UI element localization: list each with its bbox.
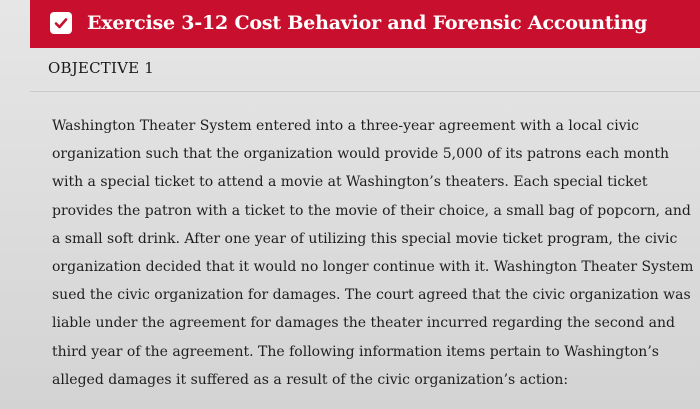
paragraph-line: third year of the agreement. The following information items pertain to Washington’s (52, 343, 659, 360)
checkbox-checked-icon[interactable] (50, 12, 72, 34)
exercise-paragraph (52, 112, 694, 394)
paragraph-line: Washington Theater System entered into a three-year agreement with a local civic (52, 118, 639, 134)
paragraph-line: organization decided that it would no longer continue with it. Washington Theater System (52, 258, 694, 275)
section-divider (30, 91, 700, 92)
exercise-title: Exercise 3-12 Cost Behavior and Forensic Accounting (87, 12, 648, 34)
paragraph-line: sued the civic organization for damages. The court agreed that the civic organization was (52, 287, 691, 304)
paragraph-line: a small soft drink. After one year of utilizing this special movie ticket program, the civic (52, 230, 678, 247)
paragraph-line: liable under the agreement for damages the theater incurred regarding the second and (52, 315, 675, 332)
exercise-header (30, 0, 700, 48)
checkmark-icon (53, 15, 69, 31)
paragraph-line: with a special ticket to attend a movie at Washington’s theaters. Each special ticket (52, 174, 648, 191)
paragraph-line: organization such that the organization would provide 5,000 of its patrons each month (52, 146, 670, 163)
paragraph-line: alleged damages it suffered as a result of the civic organization’s action: (52, 371, 569, 388)
objective-label: OBJECTIVE 1 (48, 59, 154, 77)
paragraph-line: provides the patron with a ticket to the movie of their choice, a small bag of popcorn, and (52, 202, 691, 219)
